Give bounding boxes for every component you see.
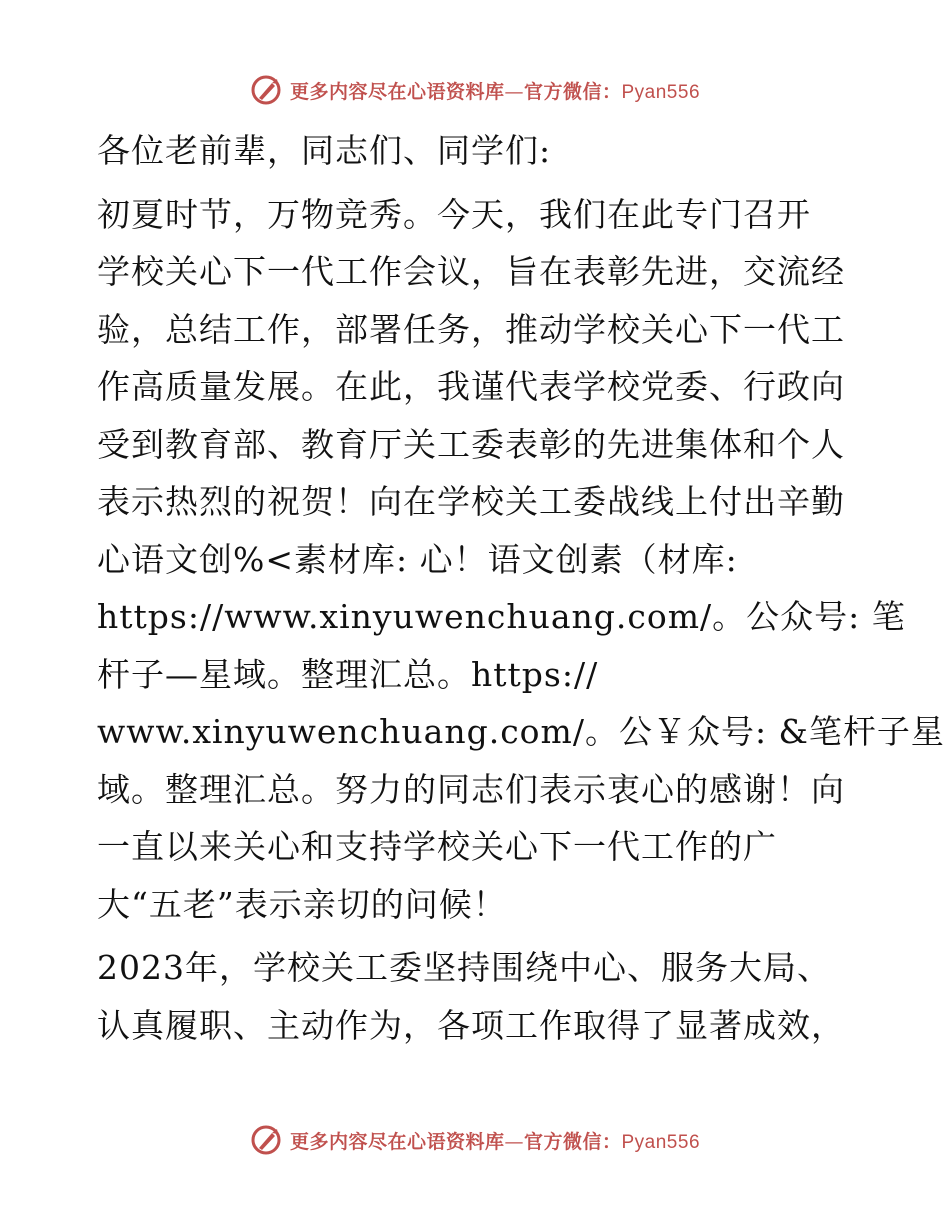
text-line: 一直以来关心和支持学校关心下一代工作的广 (97, 827, 777, 866)
text-line: 受到教育部、教育厅关工委表彰的先进集体和个人 (97, 424, 845, 464)
text-line: 作高质量发展。在此，我谨代表学校党委、行政向 (97, 367, 845, 406)
banner-contact-id: Pyan556 (621, 81, 701, 103)
banner-text (290, 77, 700, 104)
salutation (97, 122, 857, 180)
banner-contact-label: 官方微信： (523, 80, 622, 103)
text-line: 初夏时节，万物竞秀。今天，我们在此专门召开 (97, 194, 811, 234)
paragraph-2 (97, 939, 857, 1054)
text-line-url: https://www.xinyuwenchuang.com/。公众号: 笔 (97, 597, 906, 636)
footer-banner (0, 1120, 950, 1160)
text-line: 学校关心下一代工作会议，旨在表彰先进，交流经 (97, 252, 845, 291)
paragraph-1 (97, 186, 945, 934)
banner-separator: — (504, 80, 524, 103)
salutation-line: 各位老前辈，同志们、同学们: (97, 131, 552, 170)
text-line-url: www.xinyuwenchuang.com/。公￥众号: &笔杆子星 (97, 712, 945, 751)
text-line: 域。整理汇总。努力的同志们表示衷心的感谢！向 (97, 769, 845, 809)
text-line: 2023年，学校关工委坚持围绕中心、服务大局、 (97, 948, 831, 987)
header-banner (0, 70, 950, 110)
quill-pen-logo-icon (250, 74, 282, 106)
text-line: 大“五老”表示亲切的问候！ (97, 884, 507, 924)
text-line: 验，总结工作，部署任务，推动学校关心下一代工 (97, 309, 845, 349)
banner-separator: — (504, 1130, 524, 1153)
text-line: 表示热烈的祝贺！向在学校关工委战线上付出辛勤 (97, 482, 845, 521)
text-line: 认真履职、主动作为，各项工作取得了显著成效， (97, 1005, 845, 1045)
banner-contact-label: 官方微信： (523, 1130, 622, 1153)
banner-site-text: 更多内容尽在心语资料库 (289, 80, 505, 103)
text-line: 心语文创%<素材库: 心！语文创素（材库: (97, 539, 738, 579)
banner-contact-id: Pyan556 (621, 1131, 701, 1153)
quill-pen-logo-icon (250, 1124, 282, 1156)
document-body (97, 122, 945, 1054)
text-line-url: 杆子—星域。整理汇总。https:// (97, 654, 599, 694)
banner-text (290, 1127, 700, 1154)
banner-site-text: 更多内容尽在心语资料库 (289, 1130, 505, 1153)
